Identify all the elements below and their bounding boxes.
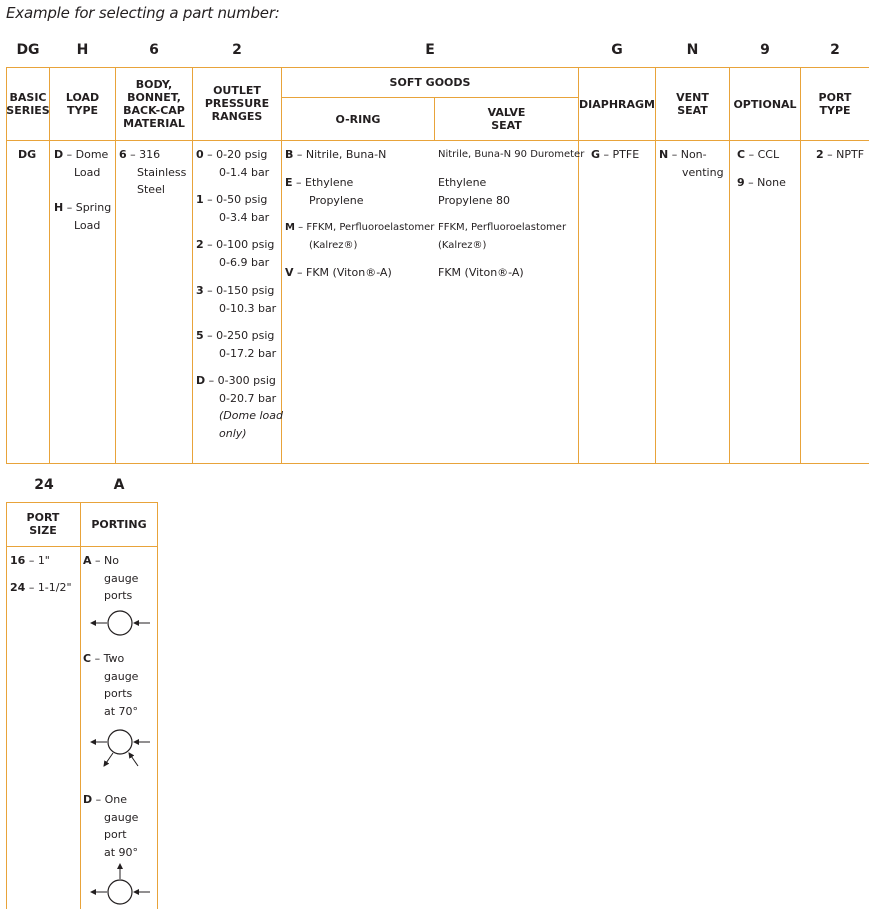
header-vent-seat: VENT SEAT [676, 91, 709, 117]
o-ring-option: V – FKM (Viton®-A) [285, 266, 392, 279]
optional-option: C – CCL [737, 148, 780, 161]
header-port-type: PORT TYPE [818, 91, 852, 117]
porting-d-diagram [88, 862, 152, 906]
col-rule [578, 67, 579, 464]
o-ring-option: B – Nitrile, Buna-N [285, 148, 387, 161]
code-body-material: 6 [149, 42, 159, 58]
code-optional: 9 [760, 42, 770, 58]
port-size-option: 16 – 1" [10, 554, 50, 567]
body-material-option: 6 – 316 Stainless Steel [119, 148, 187, 196]
o-ring-option: E – Ethylene Propylene [285, 176, 364, 207]
pressure-range-option: D – 0-300 psig 0-20.7 bar (Dome load only) [196, 374, 283, 440]
porting-a-diagram [88, 609, 152, 637]
pressure-range-option: 2 – 0-100 psig 0-6.9 bar [196, 238, 275, 269]
port-size-option: 24 – 1-1/2" [10, 581, 72, 594]
table2-header-rule [6, 546, 158, 547]
code-port-size: 24 [34, 477, 54, 493]
header-body-material: BODY, BONNET, BACK-CAP MATERIAL [123, 78, 185, 130]
diaphragm-option: G – PTFE [591, 148, 640, 161]
o-ring-option: M – FFKM, Perfluoroelastomer (Kalrez®) [285, 222, 435, 251]
code-porting: A [113, 477, 125, 493]
code-diaphragm: G [611, 42, 623, 58]
basic-series-value: DG [18, 148, 37, 161]
optional-option: 9 – None [737, 176, 786, 189]
col-rule [6, 502, 7, 909]
porting-option-d: D – One gauge port at 90° [83, 793, 139, 859]
pressure-range-option: 1 – 0-50 psig 0-3.4 bar [196, 193, 270, 224]
col-rule [157, 502, 158, 909]
header-bottom-rule [6, 140, 869, 141]
port-type-option: 2 – NPTF [816, 148, 865, 161]
pressure-range-option: 5 – 0-250 psig 0-17.2 bar [196, 329, 277, 360]
table-top-rule [6, 67, 869, 68]
code-vent-seat: N [686, 42, 699, 58]
header-basic-series: BASIC SERIES [6, 91, 50, 117]
valve-seat-option: Ethylene Propylene 80 [438, 176, 510, 207]
col-rule [49, 67, 50, 464]
vent-seat-option: N – Non- venting [659, 148, 724, 179]
header-port-size: PORT SIZE [26, 511, 60, 537]
code-soft-goods: E [425, 42, 435, 58]
valve-seat-option: FKM (Viton®-A) [438, 266, 524, 279]
load-type-option: D – Dome Load [54, 148, 109, 179]
pressure-range-option: 0 – 0-20 psig 0-1.4 bar [196, 148, 270, 179]
caption: Example for selecting a part number: [6, 4, 280, 22]
col-rule [192, 67, 193, 464]
header-porting: PORTING [91, 518, 147, 531]
header-o-ring: O-RING [335, 113, 381, 126]
load-type-option: H – Spring Load [54, 201, 112, 232]
col-rule [80, 502, 81, 909]
col-rule [800, 67, 801, 464]
valve-seat-option: Nitrile, Buna-N 90 Durometer [438, 149, 585, 160]
soft-goods-rule [282, 97, 578, 98]
header-load-type: LOAD TYPE [65, 91, 100, 117]
porting-option-a: A – No gauge ports [83, 554, 139, 602]
porting-option-c: C – Two gauge ports at 70° [83, 652, 139, 718]
header-valve-seat: VALVE SEAT [487, 106, 526, 132]
code-port-type: 2 [830, 42, 840, 58]
header-outlet-pressure: OUTLET PRESSURE RANGES [204, 84, 270, 123]
code-basic-series: DG [16, 42, 40, 58]
table2-top-rule [6, 502, 158, 503]
col-rule [6, 67, 7, 464]
col-rule [655, 67, 656, 464]
pressure-range-option: 3 – 0-150 psig 0-10.3 bar [196, 284, 277, 315]
code-pressure: 2 [232, 42, 242, 58]
porting-c-diagram [88, 728, 152, 770]
col-rule [729, 67, 730, 464]
header-diaphragm: DIAPHRAGM [579, 98, 655, 111]
table-bottom-rule [6, 463, 869, 464]
header-soft-goods: SOFT GOODS [389, 76, 471, 89]
code-load-type: H [76, 42, 89, 58]
header-optional: OPTIONAL [733, 98, 797, 111]
valve-seat-option: FFKM, Perfluoroelastomer (Kalrez®) [438, 222, 567, 251]
